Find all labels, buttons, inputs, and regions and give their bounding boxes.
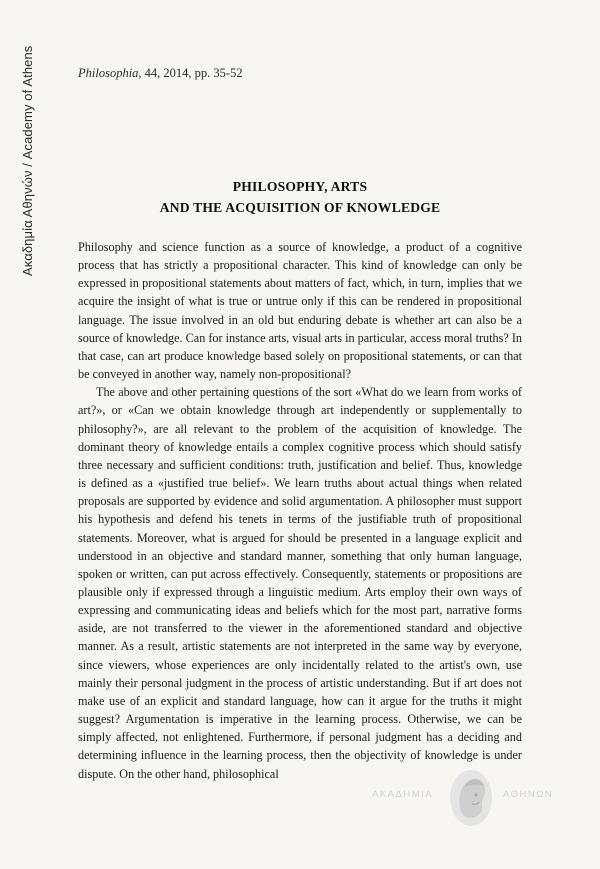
side-label-text: Ακαδημία Αθηνών / Academy of Athens xyxy=(20,45,35,276)
athena-head-seal-icon xyxy=(448,768,494,828)
journal-details: , 44, 2014, pp. 35-52 xyxy=(138,66,243,80)
watermark-right-word: ΑΘΗΝΩΝ xyxy=(503,789,554,800)
title-line-2: AND THE ACQUISITION OF KNOWLEDGE xyxy=(159,200,441,215)
journal-name: Philosophia xyxy=(78,66,139,80)
article-title xyxy=(78,176,522,218)
paragraph-1: Philosophy and science function as a source of knowledge, a product of a cognitive process that has strictly a propositional character. This kind of knowledge can only be expressed in propositional statements about matters of fact, which, in turn, implies that we acquire the insight of what is true or untrue only if this can be rendered in propositional language. The issue involved in an old but enduring debate is whether art can also be a source of knowledge. Can for instance arts, visual arts in particular, access moral truths? In that case, can art produce knowledge based solely on propositional statements, or can that be conveyed in another way, namely non-propositional? xyxy=(78,240,522,382)
side-label xyxy=(20,36,38,276)
journal-citation xyxy=(78,66,243,81)
title-line-1: PHILOSOPHY, ARTS xyxy=(232,179,368,194)
paragraph-2: The above and other pertaining questions of the sort «What do we learn from works of art?», or «Can we obtain knowledge through art independently or supplementally to philosophy?», are all relevant to the problem of the acquisition of knowledge. The dominant theory of knowledge entails a complex cognitive process which should satisfy three necessary and sufficient conditions: truth, justification and belief. Thus, knowledge is defined as a «justified true belief». We learn truths about actual things when related proposals are supported by evidence and solid argumentation. A philosopher must support his hypothesis and defend his tenets in terms of the justifiable truth of propositional statements. Moreover, what is argued for should be presented in a language explicit and understood in an objective and standard manner, something that only human language, spoken or written, can put across effectively. Consequently, statements or propositions are plausible only if expressed through a linguistic medium. Arts employ their own ways of expressing and communicating ideas and beliefs which for the most part, narrative forms aside, are not transferred to the viewer in the aforementioned standard and objective manner. As a result, artistic statements are not interpreted in the same way by everyone, since viewers, whose experiences are only incidentally related to the artist's own, use mainly their personal judgment in the process of artistic understanding. But if art does not make use of an explicit and standard language, how can it argue for the truths it might suggest? Argumentation is imperative in the learning process. Otherwise, we can be simply affected, not enlightened. Furthermore, if personal judgment has a deciding and determining influence in the learning process, then the objectivity of knowledge is under dispute. On the other hand, philosophical xyxy=(78,385,522,781)
watermark-left-word: ΑΚΑΔΗΜΙΑ xyxy=(372,789,434,800)
article-body xyxy=(78,238,522,783)
